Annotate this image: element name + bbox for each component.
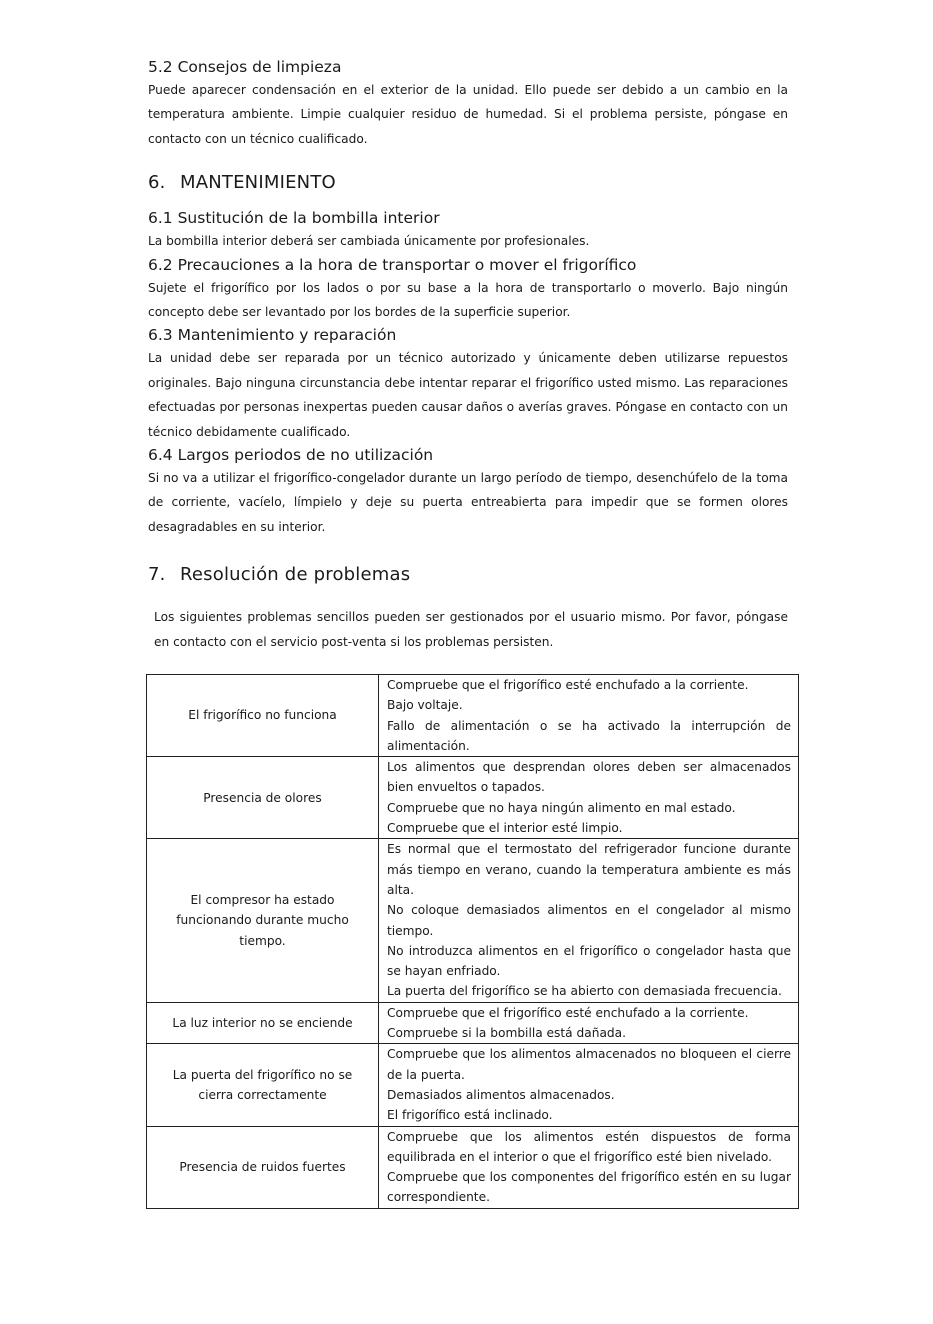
troubleshooting-table	[146, 674, 799, 1209]
section-6-heading	[148, 171, 788, 195]
table-row	[147, 1126, 799, 1208]
problem-cell: La luz interior no se enciende	[147, 1002, 379, 1044]
section-7-intro: Los siguientes problemas sencillos pueden ser gestionados por el usuario mismo. Por favor, póngase en contacto con el servicio post-venta si los problemas persisten.	[154, 610, 788, 649]
solution-cell	[379, 1126, 799, 1208]
solution-item: No coloque demasiados alimentos en el congelador al mismo tiempo.	[387, 903, 791, 938]
table-row	[147, 675, 799, 757]
solution-item: Compruebe que el interior esté limpio.	[387, 821, 623, 836]
section-6-2-heading: 6.2 Precauciones a la hora de transportar o mover el frigorífico	[148, 255, 637, 274]
problem-cell: El compresor ha estado funcionando durante mucho tiempo.	[147, 839, 379, 1002]
section-6-4-text: Si no va a utilizar el frigorífico-congelador durante un largo período de tiempo, desenchúfelo de la toma de corriente, vacíelo, límpielo y deje su puerta entreabierta para impedir que se formen olores desagradables en su interior.	[148, 471, 788, 534]
solution-item: Demasiados alimentos almacenados.	[387, 1087, 615, 1102]
solution-cell	[379, 1044, 799, 1126]
problem-cell: La puerta del frigorífico no se cierra correctamente	[147, 1044, 379, 1126]
solution-cell	[379, 839, 799, 1002]
solution-item: Compruebe que los alimentos almacenados no bloqueen el cierre de la puerta.	[387, 1047, 791, 1082]
table-row	[147, 757, 799, 839]
solution-item: Bajo voltaje.	[387, 698, 463, 713]
table-row	[147, 1044, 799, 1126]
table-row	[147, 1002, 799, 1044]
section-7-number: 7.	[148, 564, 166, 586]
section-5-2-heading: 5.2 Consejos de limpieza	[148, 58, 342, 76]
solution-cell	[379, 675, 799, 757]
section-6-2-text: Sujete el frigorífico por los lados o por su base a la hora de transportarlo o moverlo. Bajo ningún concepto debe ser levantado por los bordes de la superficie superior.	[148, 280, 788, 320]
section-6-1-heading: 6.1 Sustitución de la bombilla interior	[148, 209, 440, 228]
solution-item: Compruebe que el frigorífico esté enchufado a la corriente.	[387, 678, 749, 692]
section-6-3-text: La unidad debe ser reparada por un técnico autorizado y únicamente deben utilizarse repuestos originales. Bajo ninguna circunstancia debe intentar reparar el frigorífico usted mismo. Las reparaciones efectuadas por personas inexpertas pueden causar daños o averías graves. Póngase en contacto con un técnico debidamente cualificado.	[148, 351, 788, 439]
solution-item: No introduzca alimentos en el frigorífico o congelador hasta que se hayan enfriado.	[387, 943, 791, 979]
solution-item: Compruebe que los alimentos estén dispuestos de forma equilibrada en el interior o que el frigorífico esté bien nivelado.	[387, 1129, 791, 1164]
section-7-heading	[148, 563, 788, 587]
section-6-number: 6.	[148, 172, 166, 194]
section-6-4-heading: 6.4 Largos periodos de no utilización	[148, 446, 434, 465]
solution-item: Es normal que el termostato del refrigerador funcione durante más tiempo en verano, cuando la temperatura ambiente es más alta.	[387, 842, 791, 897]
solution-item: Compruebe que el frigorífico esté enchufado a la corriente.	[387, 1005, 749, 1020]
solution-item: Compruebe que no haya ningún alimento en mal estado.	[387, 800, 736, 815]
section-6-title: MANTENIMIENTO	[180, 172, 336, 194]
problem-cell: Presencia de ruidos fuertes	[147, 1126, 379, 1208]
document-body	[148, 56, 788, 654]
solution-item: Compruebe que los componentes del frigorífico estén en su lugar correspondiente.	[387, 1170, 791, 1205]
table-row	[147, 839, 799, 1002]
section-5-2-text: Puede aparecer condensación en el exterior de la unidad. Ello puede ser debido a un cambio en la temperatura ambiente. Limpie cualquier residuo de humedad. Si el problema persiste, póngase en contacto con un técnico cualificado.	[148, 83, 788, 146]
solution-item: Fallo de alimentación o se ha activado la interrupción de alimentación.	[387, 718, 791, 753]
problem-cell: El frigorífico no funciona	[147, 675, 379, 757]
section-6-3-heading: 6.3 Mantenimiento y reparación	[148, 326, 397, 345]
solution-item: El frigorífico está inclinado.	[387, 1108, 553, 1123]
section-6-1-text: La bombilla interior deberá ser cambiada únicamente por profesionales.	[148, 234, 590, 249]
problem-cell: Presencia de olores	[147, 757, 379, 839]
solution-item: Los alimentos que desprendan olores deben ser almacenados bien envueltos o tapados.	[387, 760, 791, 795]
solution-cell	[379, 1002, 799, 1044]
solution-item: La puerta del frigorífico se ha abierto con demasiada frecuencia.	[387, 984, 782, 999]
section-7-title: Resolución de problemas	[180, 564, 411, 586]
solution-cell	[379, 757, 799, 839]
solution-item: Compruebe si la bombilla está dañada.	[387, 1026, 627, 1041]
